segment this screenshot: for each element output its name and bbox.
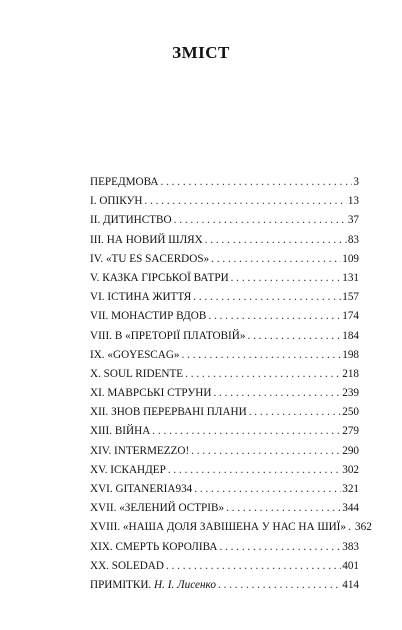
toc-dot-leader — [152, 422, 341, 441]
toc-entry — [90, 518, 372, 537]
toc-dot-leader — [160, 173, 352, 192]
toc-entry — [90, 422, 359, 441]
toc-entry — [90, 250, 359, 269]
toc-dot-leader — [144, 192, 346, 211]
toc-dot-leader — [174, 211, 347, 230]
toc-entry — [90, 499, 359, 518]
toc-entry-label: II. ДИТИНСТВО — [90, 214, 172, 227]
toc-entry-label: XVI. GITANERIA934 — [90, 483, 193, 495]
toc-entry-label: XIX. СМЕРТЬ КОРОЛІВА — [90, 540, 218, 553]
toc-entry-page: 321 — [342, 483, 359, 495]
toc-dot-leader — [247, 327, 341, 346]
toc-dot-leader — [191, 442, 341, 461]
toc-entry — [90, 557, 359, 576]
toc-entry-label: XX. SOLEDAD — [90, 559, 164, 572]
toc-entry-page: 218 — [342, 367, 359, 380]
toc-dot-leader — [185, 365, 341, 384]
toc-entry — [90, 231, 359, 250]
toc-entry-page: 131 — [342, 271, 359, 284]
toc-entry — [90, 327, 359, 346]
toc-entry-page: 174 — [342, 310, 359, 323]
toc-entry-page: 279 — [342, 425, 359, 438]
toc-dot-leader — [211, 250, 341, 269]
toc-entry-page: 290 — [342, 444, 359, 457]
toc-entry — [90, 365, 359, 384]
toc-entry-page: 383 — [342, 540, 359, 553]
toc-entry — [90, 480, 359, 499]
toc-entry-page: 37 — [347, 214, 359, 227]
toc-notes-author: Н. І. Лисенко — [154, 578, 216, 591]
toc-entry-page: 344 — [342, 502, 359, 515]
toc-dot-leader — [231, 269, 342, 288]
toc-entry-label: VII. МОНАСТИР ВДОВ — [90, 310, 207, 323]
toc-notes-label: ПРИМІТКИ. — [90, 578, 152, 591]
table-of-contents — [90, 173, 372, 595]
toc-entry — [90, 538, 359, 557]
toc-entry-page: 83 — [347, 233, 359, 246]
toc-entry-label: XVIII. «НАША ДОЛЯ ЗАВІШЕНА У НАС НА ШИЇ» — [90, 521, 347, 534]
toc-entry-label: XIII. ВІЙНА — [90, 425, 151, 438]
toc-entry-label: VIII. В «ПРЕТОРІЇ ПЛАТОВІЙ» — [90, 329, 246, 342]
toc-dot-leader — [218, 576, 341, 595]
toc-entry-page: 239 — [342, 387, 359, 400]
toc-entry-label: V. КАЗКА ГІРСЬКОЇ ВАТРИ — [90, 271, 229, 284]
toc-entry — [90, 307, 359, 326]
toc-entry-label: XII. ЗНОВ ПЕРЕРВАНІ ПЛАНИ — [90, 406, 247, 419]
toc-entry — [90, 346, 359, 365]
toc-entry-label: IV. «TU ES SACERDOS» — [90, 252, 210, 265]
toc-entry — [90, 461, 359, 480]
toc-entry-page: 109 — [342, 252, 359, 265]
toc-dot-leader — [249, 403, 342, 422]
toc-entry-page: 414 — [342, 578, 359, 591]
toc-entry-label: ПЕРЕДМОВА — [90, 176, 159, 188]
toc-entry-page: 3 — [353, 176, 359, 188]
toc-dot-leader — [168, 461, 341, 480]
toc-entry-label: XV. ІСКАНДЕР — [90, 463, 166, 476]
toc-entry — [90, 211, 359, 230]
toc-entry-page: 13 — [347, 195, 359, 208]
toc-entry-page: 157 — [342, 291, 359, 304]
toc-entry-label: XIV. INTERMEZZO! — [90, 444, 190, 457]
toc-dot-leader — [194, 480, 341, 499]
toc-dot-leader — [213, 384, 341, 403]
toc-entry-label — [90, 576, 218, 595]
toc-entry — [90, 192, 359, 211]
toc-dot-leader — [226, 499, 341, 518]
toc-entry-page: 401 — [342, 559, 359, 572]
toc-entry-label: IX. «GOYESCAG» — [90, 348, 180, 361]
toc-entry-page: 198 — [342, 348, 359, 361]
toc-entry-label: I. ОПІКУН — [90, 195, 143, 208]
toc-entry — [90, 403, 359, 422]
toc-entry-label: III. НА НОВИЙ ШЛЯХ — [90, 233, 203, 246]
toc-dot-leader — [208, 307, 341, 326]
toc-dot-leader — [182, 346, 342, 365]
toc-entry — [90, 288, 359, 307]
toc-dot-leader — [166, 557, 341, 576]
toc-dot-leader — [219, 538, 341, 557]
toc-entry — [90, 442, 359, 461]
toc-entry-page: 250 — [342, 406, 359, 419]
toc-entry-label: XVII. «ЗЕЛЕНИЙ ОСТРІВ» — [90, 502, 225, 515]
toc-entry-label: X. SOUL RIDENTE — [90, 367, 184, 380]
toc-entry-notes — [90, 576, 359, 595]
toc-entry-label: VI. ІСТИНА ЖИТТЯ — [90, 291, 192, 304]
toc-entry-page: 362 — [355, 521, 372, 534]
toc-entry — [90, 269, 359, 288]
toc-entry — [90, 384, 359, 403]
page-title: ЗМІСТ — [172, 43, 230, 62]
toc-entry — [90, 173, 359, 192]
toc-dot-leader — [193, 288, 341, 307]
toc-entry-page: 184 — [342, 329, 359, 342]
toc-entry-label: XI. МАВРСЬКІ СТРУНИ — [90, 387, 212, 400]
toc-entry-page: 302 — [342, 463, 359, 476]
toc-dot-leader — [205, 231, 347, 250]
